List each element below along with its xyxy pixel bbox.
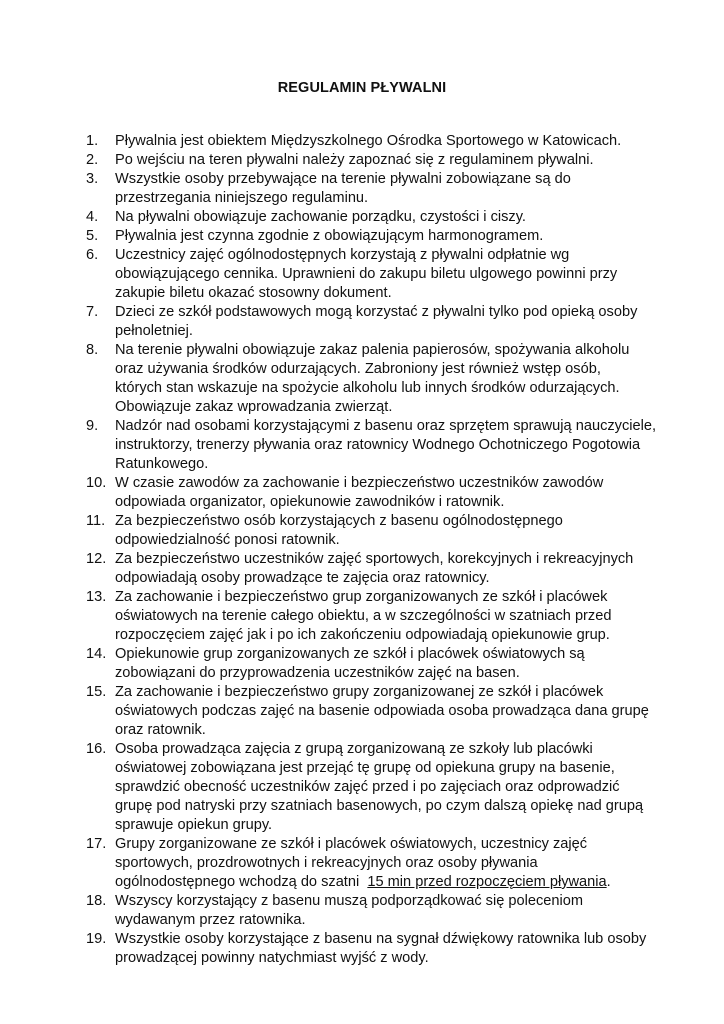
rule-text-line: Na terenie pływalni obowiązuje zakaz palenia papierosów, spożywania alkoholu bbox=[115, 342, 630, 358]
rule-item bbox=[86, 645, 704, 683]
rule-text-line: przestrzegania niniejszego regulaminu. bbox=[115, 190, 369, 206]
document-title: REGULAMIN PŁYWALNI bbox=[277, 80, 447, 96]
rule-text-line: grupę pod natryski przy szatniach basenowych, po czym dalszą opiekę nad grupą bbox=[115, 798, 644, 814]
rule-item bbox=[86, 246, 704, 303]
rule-text-line: prowadzącej powinny natychmiast wyjść z wody. bbox=[115, 950, 429, 966]
rule-text-line: Za bezpieczeństwo uczestników zajęć sportowych, korekcyjnych i rekreacyjnych bbox=[115, 551, 634, 567]
rule-item bbox=[86, 588, 704, 645]
rule-text-line: rozpoczęciem zajęć jak i po ich zakończeniu odpowiadają opiekunowie grup. bbox=[115, 627, 610, 643]
rule-number: 5. bbox=[86, 228, 99, 244]
rule-text-segment: . bbox=[606, 874, 611, 890]
rule-text-line: Nadzór nad osobami korzystającymi z basenu oraz sprzętem sprawują nauczyciele, bbox=[115, 418, 657, 434]
rule-number: 12. bbox=[86, 551, 107, 567]
rule-item bbox=[86, 892, 704, 930]
rule-text-line: odpowiadają osoby prowadzące te zajęcia oraz ratownicy. bbox=[115, 570, 490, 586]
rule-number: 14. bbox=[86, 646, 107, 662]
rule-text-line: oraz ratownik. bbox=[115, 722, 206, 738]
rule-item bbox=[86, 151, 704, 170]
rule-text-line: obowiązującego cennika. Uprawnieni do zakupu biletu ulgowego powinni przy bbox=[115, 266, 618, 282]
rule-text-line: Grupy zorganizowane ze szkół i placówek oświatowych, uczestnicy zajęć bbox=[115, 836, 588, 852]
rule-number: 1. bbox=[86, 133, 99, 149]
rule-text-line: sportowych, prozdrowotnych i rekreacyjnych oraz osoby pływania bbox=[115, 855, 538, 871]
rule-text-line: Po wejściu na teren pływalni należy zapoznać się z regulaminem pływalni. bbox=[115, 152, 594, 168]
rule-number: 3. bbox=[86, 171, 99, 187]
rule-text-line: oświatowych podczas zajęć na basenie odpowiada osoba prowadząca dana grupę bbox=[115, 703, 649, 719]
rule-text-line: Osoba prowadząca zajęcia z grupą zorganizowaną ze szkoły lub placówki bbox=[115, 741, 593, 757]
rule-text-line: Za zachowanie i bezpieczeństwo grup zorganizowanych ze szkół i placówek bbox=[115, 589, 608, 605]
rule-text-line: Wszyscy korzystający z basenu muszą podporządkować się poleceniom bbox=[115, 893, 584, 909]
rule-text-line: zakupie biletu okazać stosowny dokument. bbox=[115, 285, 392, 301]
rule-text-line: Pływalnia jest obiektem Międzyszkolnego Ośrodka Sportowego w Katowicach. bbox=[115, 133, 622, 149]
rule-item bbox=[86, 417, 704, 474]
rule-number: 10. bbox=[86, 475, 107, 491]
rule-text-line: wydawanym przez ratownika. bbox=[115, 912, 306, 928]
rule-text-line: zobowiązani do przyprowadzenia uczestników zajęć na basen. bbox=[115, 665, 520, 681]
rule-text-line: sprawdzić obecność uczestników zajęć przed i po zajęciach oraz odprowadzić bbox=[115, 779, 620, 795]
rule-text-line: odpowiada organizator, opiekunowie zawodników i ratownik. bbox=[115, 494, 505, 510]
rule-text-line: odpowiedzialność ponosi ratownik. bbox=[115, 532, 340, 548]
rule-item bbox=[86, 740, 704, 835]
rule-item bbox=[86, 550, 704, 588]
rule-item bbox=[86, 208, 704, 227]
rule-text-line: Uczestnicy zajęć ogólnodostępnych korzystają z pływalni odpłatnie wg bbox=[115, 247, 570, 263]
rule-text-line bbox=[115, 873, 704, 892]
rule-item bbox=[86, 512, 704, 550]
rule-text-line: Na pływalni obowiązuje zachowanie porządku, czystości i ciszy. bbox=[115, 209, 526, 225]
rule-number: 8. bbox=[86, 342, 99, 358]
rule-number: 2. bbox=[86, 152, 99, 168]
rule-text-line: oświatowych na terenie całego obiektu, a w szczególności w szatniach przed bbox=[115, 608, 612, 624]
rule-item bbox=[86, 474, 704, 512]
rule-text-line: Dzieci ze szkół podstawowych mogą korzystać z pływalni tylko pod opieką osoby bbox=[115, 304, 638, 320]
rule-text-segment: ogólnodostępnego wchodzą do szatni bbox=[115, 874, 368, 890]
rule-number: 7. bbox=[86, 304, 99, 320]
rule-item bbox=[86, 341, 704, 417]
rule-text-line: sprawuje opiekun grupy. bbox=[115, 817, 273, 833]
rule-text-line: Za bezpieczeństwo osób korzystających z basenu ogólnodostępnego bbox=[115, 513, 563, 529]
rule-text-line: Pływalnia jest czynna zgodnie z obowiązującym harmonogramem. bbox=[115, 228, 544, 244]
rule-text-line: instruktorzy, trenerzy pływania oraz ratownicy Wodnego Ochotniczego Pogotowia bbox=[115, 437, 641, 453]
rule-text-line: Obowiązuje zakaz wprowadzania zwierząt. bbox=[115, 399, 393, 415]
rule-item bbox=[86, 303, 704, 341]
rule-text-line: których stan wskazuje na spożycie alkoholu lub innych środków odurzających. bbox=[115, 380, 620, 396]
rule-text-line: W czasie zawodów za zachowanie i bezpieczeństwo uczestników zawodów bbox=[115, 475, 604, 491]
rule-number: 16. bbox=[86, 741, 107, 757]
rule-number: 11. bbox=[86, 513, 106, 529]
rule-text-line: oraz używania środków odurzających. Zabroniony jest również wstęp osób, bbox=[115, 361, 601, 377]
rule-text-line: Za zachowanie i bezpieczeństwo grupy zorganizowanej ze szkół i placówek bbox=[115, 684, 604, 700]
rule-number: 4. bbox=[86, 209, 99, 225]
rule-text-line: oświatowej zobowiązana jest przejąć tę grupę od opiekuna grupy na basenie, bbox=[115, 760, 615, 776]
rule-number: 9. bbox=[86, 418, 99, 434]
rule-number: 18. bbox=[86, 893, 107, 909]
rule-item bbox=[86, 930, 704, 968]
rules-list bbox=[86, 132, 704, 968]
rule-number: 13. bbox=[86, 589, 107, 605]
rule-text-line: Ratunkowego. bbox=[115, 456, 209, 472]
rule-number: 17. bbox=[86, 836, 107, 852]
rule-text-line: Opiekunowie grup zorganizowanych ze szkół i placówek oświatowych są bbox=[115, 646, 585, 662]
underlined-time-note: 15 min przed rozpoczęciem pływania bbox=[367, 874, 607, 890]
rule-item bbox=[86, 683, 704, 740]
rule-item bbox=[86, 835, 704, 892]
rule-text-line: Wszystkie osoby korzystające z basenu na sygnał dźwiękowy ratownika lub osoby bbox=[115, 931, 647, 947]
rule-text-line: Wszystkie osoby przebywające na terenie pływalni zobowiązane są do bbox=[115, 171, 571, 187]
rule-number: 19. bbox=[86, 931, 107, 947]
rule-item bbox=[86, 227, 704, 246]
rule-number: 15. bbox=[86, 684, 107, 700]
rule-item bbox=[86, 170, 704, 208]
rule-number: 6. bbox=[86, 247, 99, 263]
rule-text-line: pełnoletniej. bbox=[115, 323, 193, 339]
rule-item bbox=[86, 132, 704, 151]
